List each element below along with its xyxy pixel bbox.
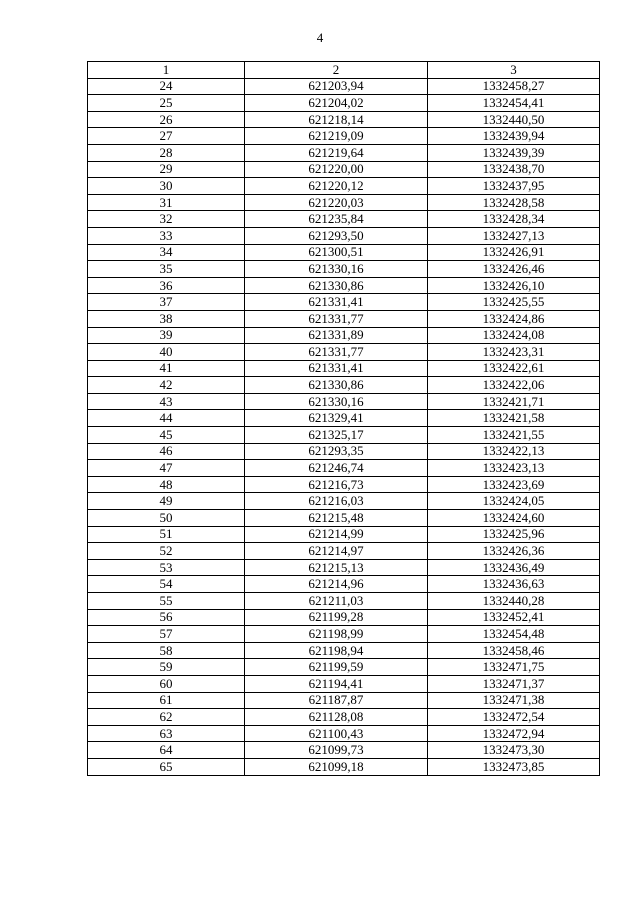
table-row — [88, 111, 600, 128]
point-number-cell: 24 — [88, 78, 245, 95]
x-coordinate-cell: 621246,74 — [245, 460, 428, 477]
x-coordinate-cell: 621218,14 — [245, 111, 428, 128]
table-row — [88, 675, 600, 692]
table-row — [88, 692, 600, 709]
x-coordinate-cell: 621215,48 — [245, 510, 428, 527]
x-coordinate-cell: 621220,00 — [245, 161, 428, 178]
y-coordinate-cell: 1332471,37 — [428, 675, 600, 692]
y-coordinate-cell: 1332426,91 — [428, 244, 600, 261]
column-header: 1 — [88, 62, 245, 79]
y-coordinate-cell: 1332421,55 — [428, 427, 600, 444]
table-row — [88, 144, 600, 161]
x-coordinate-cell: 621331,77 — [245, 310, 428, 327]
table-row — [88, 742, 600, 759]
table-row — [88, 194, 600, 211]
column-header: 2 — [245, 62, 428, 79]
y-coordinate-cell: 1332426,10 — [428, 277, 600, 294]
point-number-cell: 35 — [88, 261, 245, 278]
y-coordinate-cell: 1332454,41 — [428, 95, 600, 112]
x-coordinate-cell: 621330,16 — [245, 261, 428, 278]
point-number-cell: 26 — [88, 111, 245, 128]
point-number-cell: 40 — [88, 344, 245, 361]
point-number-cell: 41 — [88, 360, 245, 377]
x-coordinate-cell: 621194,41 — [245, 675, 428, 692]
table-row — [88, 95, 600, 112]
table-header-row — [88, 62, 600, 79]
point-number-cell: 57 — [88, 626, 245, 643]
table-row — [88, 427, 600, 444]
table-row — [88, 593, 600, 610]
table-row — [88, 310, 600, 327]
point-number-cell: 38 — [88, 310, 245, 327]
point-number-cell: 54 — [88, 576, 245, 593]
x-coordinate-cell: 621203,94 — [245, 78, 428, 95]
y-coordinate-cell: 1332424,08 — [428, 327, 600, 344]
coordinates-table — [87, 61, 600, 776]
y-coordinate-cell: 1332422,13 — [428, 443, 600, 460]
y-coordinate-cell: 1332423,13 — [428, 460, 600, 477]
column-header: 3 — [428, 62, 600, 79]
y-coordinate-cell: 1332472,54 — [428, 709, 600, 726]
y-coordinate-cell: 1332436,63 — [428, 576, 600, 593]
point-number-cell: 36 — [88, 277, 245, 294]
point-number-cell: 30 — [88, 178, 245, 195]
x-coordinate-cell: 621128,08 — [245, 709, 428, 726]
y-coordinate-cell: 1332428,58 — [428, 194, 600, 211]
point-number-cell: 65 — [88, 758, 245, 775]
table-row — [88, 460, 600, 477]
table-row — [88, 526, 600, 543]
table-row — [88, 493, 600, 510]
y-coordinate-cell: 1332423,69 — [428, 476, 600, 493]
table-row — [88, 261, 600, 278]
x-coordinate-cell: 621219,64 — [245, 144, 428, 161]
table-row — [88, 294, 600, 311]
y-coordinate-cell: 1332440,28 — [428, 593, 600, 610]
table-row — [88, 227, 600, 244]
point-number-cell: 62 — [88, 709, 245, 726]
point-number-cell: 51 — [88, 526, 245, 543]
x-coordinate-cell: 621214,99 — [245, 526, 428, 543]
point-number-cell: 32 — [88, 211, 245, 228]
table-row — [88, 360, 600, 377]
point-number-cell: 43 — [88, 393, 245, 410]
table-row — [88, 161, 600, 178]
point-number-cell: 25 — [88, 95, 245, 112]
point-number-cell: 33 — [88, 227, 245, 244]
table-row — [88, 128, 600, 145]
y-coordinate-cell: 1332471,38 — [428, 692, 600, 709]
point-number-cell: 39 — [88, 327, 245, 344]
y-coordinate-cell: 1332452,41 — [428, 609, 600, 626]
x-coordinate-cell: 621099,18 — [245, 758, 428, 775]
x-coordinate-cell: 621331,41 — [245, 360, 428, 377]
y-coordinate-cell: 1332438,70 — [428, 161, 600, 178]
table-row — [88, 543, 600, 560]
x-coordinate-cell: 621214,96 — [245, 576, 428, 593]
point-number-cell: 29 — [88, 161, 245, 178]
x-coordinate-cell: 621216,73 — [245, 476, 428, 493]
y-coordinate-cell: 1332440,50 — [428, 111, 600, 128]
table-row — [88, 178, 600, 195]
x-coordinate-cell: 621199,28 — [245, 609, 428, 626]
y-coordinate-cell: 1332424,86 — [428, 310, 600, 327]
point-number-cell: 42 — [88, 377, 245, 394]
point-number-cell: 61 — [88, 692, 245, 709]
point-number-cell: 48 — [88, 476, 245, 493]
table-row — [88, 659, 600, 676]
x-coordinate-cell: 621330,86 — [245, 377, 428, 394]
point-number-cell: 52 — [88, 543, 245, 560]
point-number-cell: 64 — [88, 742, 245, 759]
table-row — [88, 377, 600, 394]
x-coordinate-cell: 621220,03 — [245, 194, 428, 211]
table-row — [88, 78, 600, 95]
point-number-cell: 31 — [88, 194, 245, 211]
x-coordinate-cell: 621099,73 — [245, 742, 428, 759]
point-number-cell: 46 — [88, 443, 245, 460]
y-coordinate-cell: 1332428,34 — [428, 211, 600, 228]
table-row — [88, 211, 600, 228]
y-coordinate-cell: 1332422,61 — [428, 360, 600, 377]
y-coordinate-cell: 1332421,58 — [428, 410, 600, 427]
table-row — [88, 626, 600, 643]
table-row — [88, 244, 600, 261]
page-number: 4 — [316, 30, 324, 45]
y-coordinate-cell: 1332427,13 — [428, 227, 600, 244]
point-number-cell: 50 — [88, 510, 245, 527]
table-row — [88, 277, 600, 294]
point-number-cell: 44 — [88, 410, 245, 427]
x-coordinate-cell: 621325,17 — [245, 427, 428, 444]
x-coordinate-cell: 621329,41 — [245, 410, 428, 427]
x-coordinate-cell: 621293,50 — [245, 227, 428, 244]
x-coordinate-cell: 621331,89 — [245, 327, 428, 344]
point-number-cell: 47 — [88, 460, 245, 477]
x-coordinate-cell: 621198,99 — [245, 626, 428, 643]
x-coordinate-cell: 621199,59 — [245, 659, 428, 676]
table-row — [88, 642, 600, 659]
y-coordinate-cell: 1332439,39 — [428, 144, 600, 161]
table-row — [88, 393, 600, 410]
table-row — [88, 576, 600, 593]
x-coordinate-cell: 621219,09 — [245, 128, 428, 145]
x-coordinate-cell: 621204,02 — [245, 95, 428, 112]
point-number-cell: 56 — [88, 609, 245, 626]
table-body — [88, 62, 600, 776]
table-row — [88, 758, 600, 775]
table-row — [88, 709, 600, 726]
point-number-cell: 37 — [88, 294, 245, 311]
table-row — [88, 327, 600, 344]
x-coordinate-cell: 621330,16 — [245, 393, 428, 410]
x-coordinate-cell: 621187,87 — [245, 692, 428, 709]
y-coordinate-cell: 1332423,31 — [428, 344, 600, 361]
y-coordinate-cell: 1332426,46 — [428, 261, 600, 278]
y-coordinate-cell: 1332473,30 — [428, 742, 600, 759]
point-number-cell: 49 — [88, 493, 245, 510]
table-row — [88, 344, 600, 361]
y-coordinate-cell: 1332458,46 — [428, 642, 600, 659]
point-number-cell: 53 — [88, 559, 245, 576]
table-row — [88, 410, 600, 427]
y-coordinate-cell: 1332422,06 — [428, 377, 600, 394]
y-coordinate-cell: 1332471,75 — [428, 659, 600, 676]
y-coordinate-cell: 1332436,49 — [428, 559, 600, 576]
table-row — [88, 559, 600, 576]
x-coordinate-cell: 621331,77 — [245, 344, 428, 361]
y-coordinate-cell: 1332424,05 — [428, 493, 600, 510]
y-coordinate-cell: 1332473,85 — [428, 758, 600, 775]
point-number-cell: 27 — [88, 128, 245, 145]
x-coordinate-cell: 621330,86 — [245, 277, 428, 294]
point-number-cell: 28 — [88, 144, 245, 161]
x-coordinate-cell: 621331,41 — [245, 294, 428, 311]
point-number-cell: 63 — [88, 725, 245, 742]
y-coordinate-cell: 1332424,60 — [428, 510, 600, 527]
table-row — [88, 725, 600, 742]
point-number-cell: 58 — [88, 642, 245, 659]
x-coordinate-cell: 621235,84 — [245, 211, 428, 228]
point-number-cell: 55 — [88, 593, 245, 610]
x-coordinate-cell: 621215,13 — [245, 559, 428, 576]
x-coordinate-cell: 621214,97 — [245, 543, 428, 560]
y-coordinate-cell: 1332426,36 — [428, 543, 600, 560]
table-row — [88, 609, 600, 626]
x-coordinate-cell: 621100,43 — [245, 725, 428, 742]
x-coordinate-cell: 621216,03 — [245, 493, 428, 510]
y-coordinate-cell: 1332437,95 — [428, 178, 600, 195]
y-coordinate-cell: 1332421,71 — [428, 393, 600, 410]
x-coordinate-cell: 621198,94 — [245, 642, 428, 659]
x-coordinate-cell: 621211,03 — [245, 593, 428, 610]
point-number-cell: 34 — [88, 244, 245, 261]
table-row — [88, 510, 600, 527]
x-coordinate-cell: 621300,51 — [245, 244, 428, 261]
y-coordinate-cell: 1332454,48 — [428, 626, 600, 643]
point-number-cell: 60 — [88, 675, 245, 692]
y-coordinate-cell: 1332439,94 — [428, 128, 600, 145]
point-number-cell: 59 — [88, 659, 245, 676]
table-row — [88, 476, 600, 493]
y-coordinate-cell: 1332458,27 — [428, 78, 600, 95]
x-coordinate-cell: 621220,12 — [245, 178, 428, 195]
table-row — [88, 443, 600, 460]
x-coordinate-cell: 621293,35 — [245, 443, 428, 460]
y-coordinate-cell: 1332472,94 — [428, 725, 600, 742]
point-number-cell: 45 — [88, 427, 245, 444]
y-coordinate-cell: 1332425,55 — [428, 294, 600, 311]
y-coordinate-cell: 1332425,96 — [428, 526, 600, 543]
